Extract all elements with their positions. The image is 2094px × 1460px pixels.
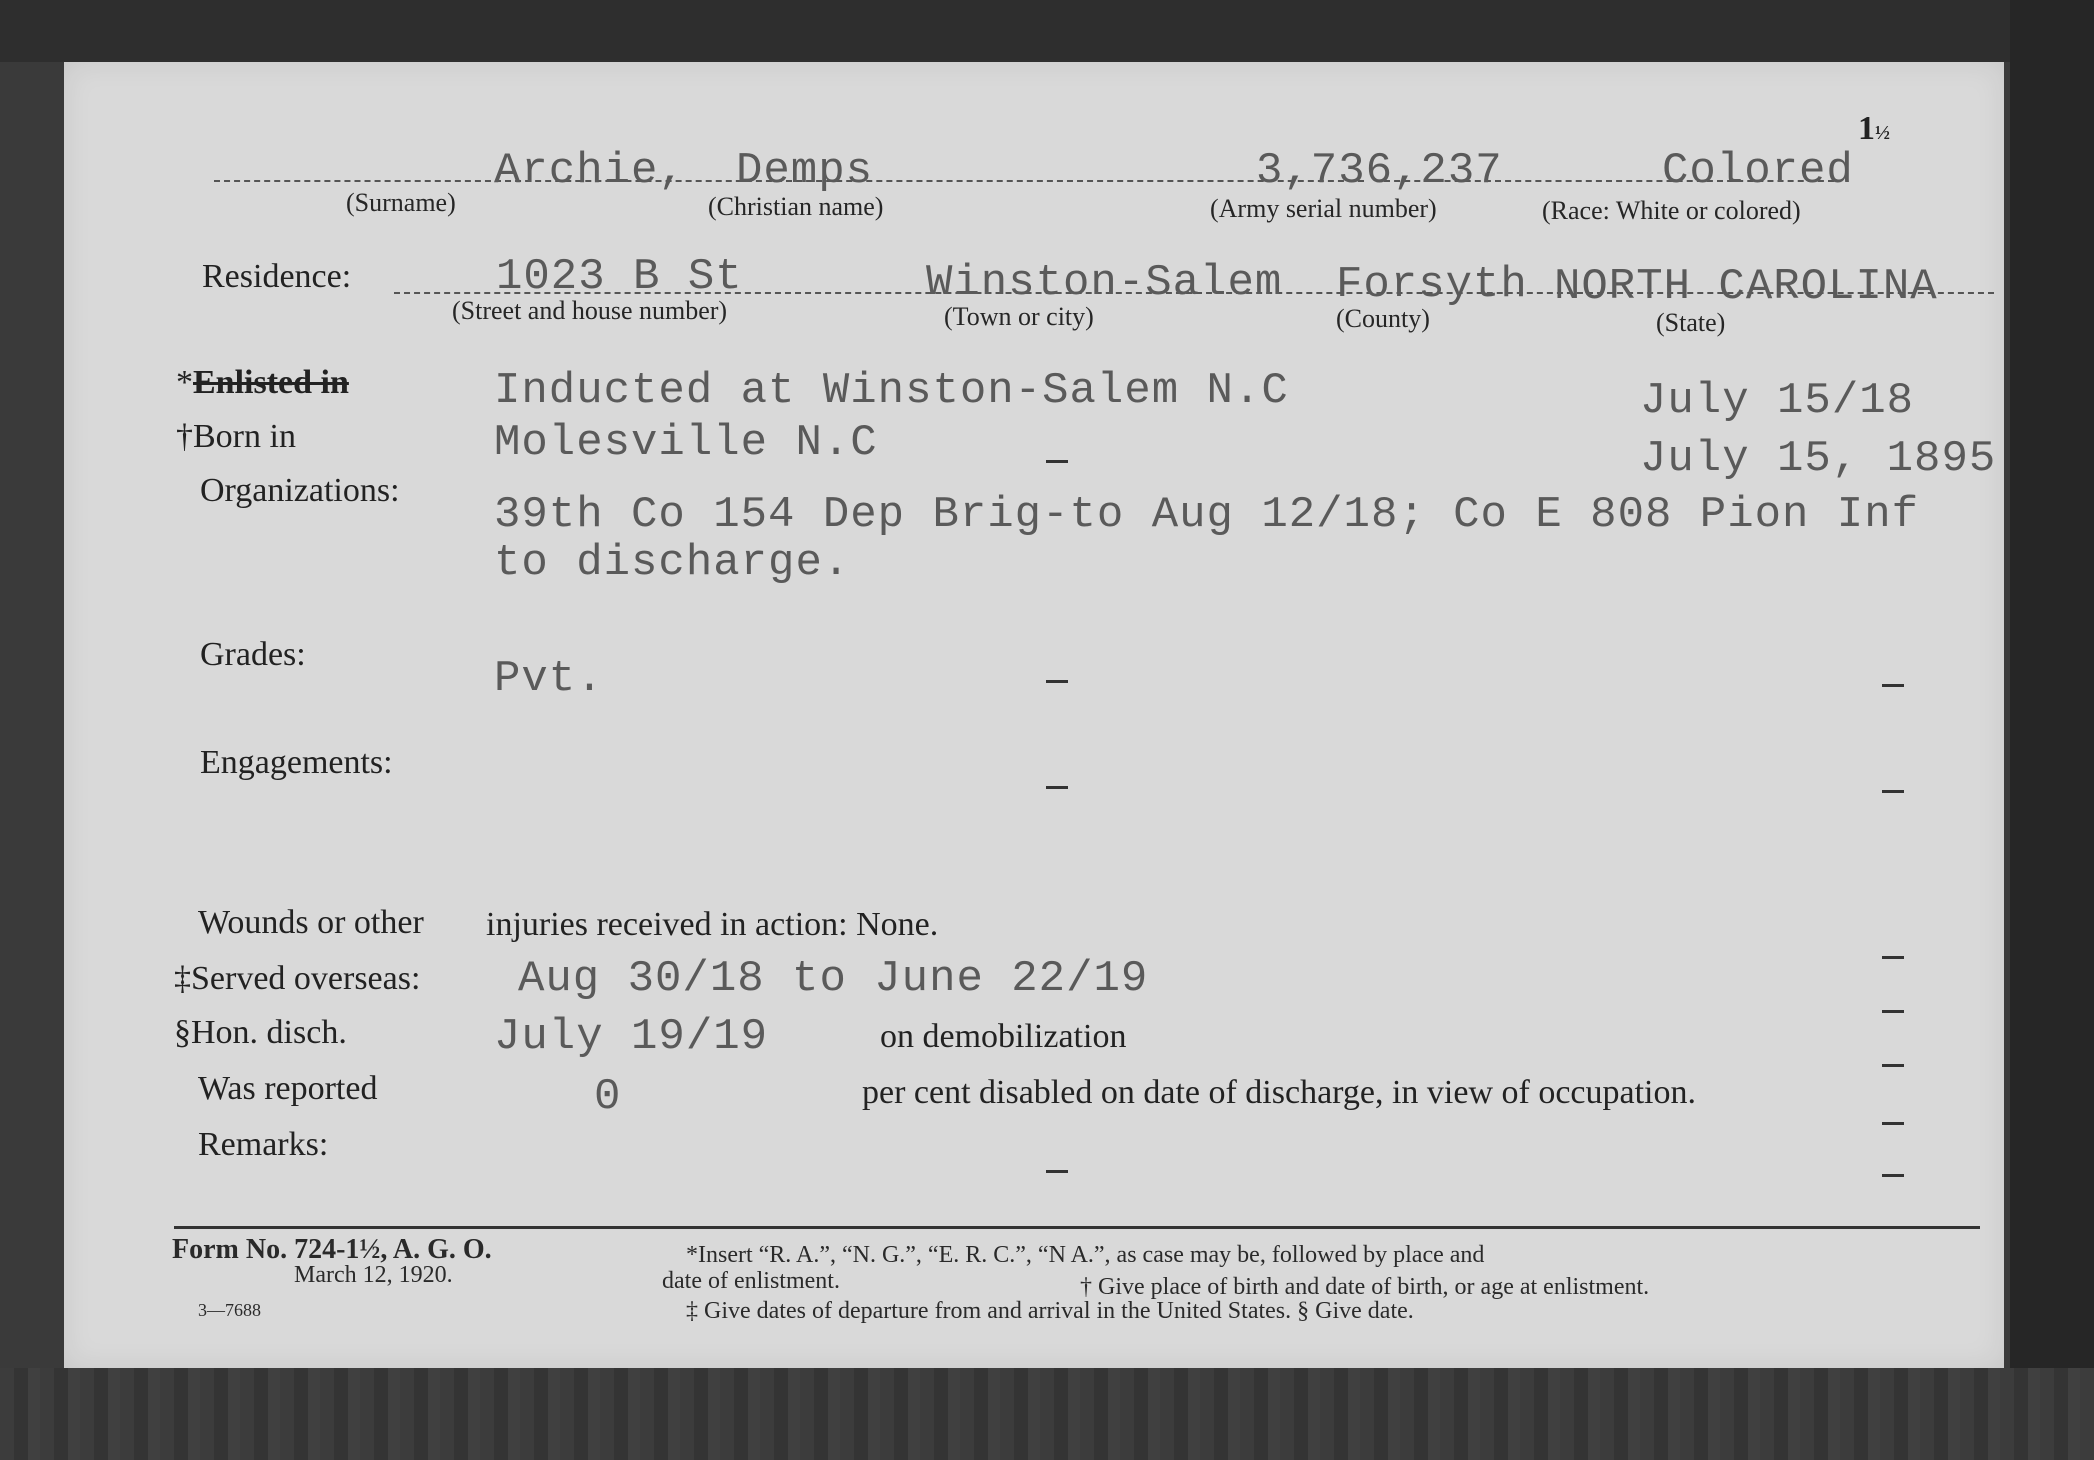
street-label: (Street and house number)	[452, 296, 728, 325]
born-date: July 15, 1895	[1640, 434, 1997, 484]
page-mark	[1858, 110, 1890, 148]
wounds-label: Wounds or other	[198, 904, 424, 941]
disabled-text: per cent disabled on date of discharge, in view of occupation.	[862, 1074, 1696, 1111]
organizations-line-1: 39th Co 154 Dep Brig-to Aug 12/18; Co E 808 Pion Inf	[494, 490, 1920, 540]
town-label: (Town or city)	[944, 302, 1094, 331]
enlisted-label	[176, 364, 349, 402]
wounds-text-label: injuries received in action:	[486, 906, 848, 943]
enlisted-footnote-mark: *	[176, 364, 193, 401]
christian-name-label: (Christian name)	[708, 192, 884, 221]
hon-label-text: Hon. disch.	[191, 1014, 347, 1051]
footnote-line-2b: † Give place of birth and date of birth, or age at enlistment.	[1080, 1274, 1650, 1300]
county-value: Forsyth	[1336, 260, 1528, 310]
serial-number-value: 3,736,237	[1256, 146, 1503, 196]
serial-number-label: (Army serial number)	[1210, 194, 1437, 223]
service-record-card	[64, 62, 2004, 1368]
wounds-dash	[1882, 956, 1904, 959]
footnote-line-1: *Insert “R. A.”, “N. G.”, “E. R. C.”, “N A.”, as case may be, followed by place and	[686, 1242, 1485, 1268]
served-overseas-value: Aug 30/18 to June 22/19	[518, 954, 1149, 1004]
organizations-label: Organizations:	[200, 472, 400, 509]
engagements-label: Engagements:	[200, 744, 393, 781]
remarks-dash-1	[1046, 1170, 1068, 1173]
born-label-text: Born in	[193, 418, 296, 455]
remarks-dash-2	[1882, 1174, 1904, 1177]
state-value: NORTH CAROLINA	[1554, 262, 1938, 312]
wounds-text	[486, 906, 938, 944]
form-date: March 12, 1920.	[294, 1262, 453, 1288]
born-value: Molesville N.C	[494, 418, 878, 468]
disabled-percent-value: 0	[594, 1072, 622, 1122]
grades-value: Pvt.	[494, 654, 604, 704]
surname-value: Archie,	[494, 146, 686, 196]
reported-dash	[1882, 1122, 1904, 1125]
wounds-value: None.	[856, 906, 939, 943]
county-label: (County)	[1336, 304, 1430, 333]
surname-label: (Surname)	[346, 188, 456, 217]
hon-footnote-mark: §	[174, 1014, 191, 1051]
scan-background-top	[0, 0, 2094, 62]
hon-dash	[1882, 1064, 1904, 1067]
born-dash	[1046, 460, 1068, 463]
served-overseas-label	[174, 960, 420, 998]
enlisted-date: July 15/18	[1640, 376, 1915, 426]
town-value: Winston-Salem	[926, 258, 1283, 308]
grades-label: Grades:	[200, 636, 306, 673]
born-footnote-mark: †	[176, 418, 193, 455]
residence-label: Residence:	[202, 258, 352, 295]
served-dash	[1882, 1010, 1904, 1013]
scan-background-right	[2010, 0, 2094, 1460]
engagements-dash-1	[1046, 786, 1068, 789]
race-label: (Race: White or colored)	[1542, 196, 1801, 225]
born-label	[176, 418, 296, 456]
served-label-text: Served overseas:	[191, 960, 421, 997]
grades-dash-2	[1882, 684, 1904, 687]
form-number: Form No. 724-1½, A. G. O.	[172, 1234, 492, 1265]
remarks-label: Remarks:	[198, 1126, 329, 1163]
organizations-line-2: to discharge.	[494, 538, 851, 588]
scan-background-bottom	[0, 1368, 2094, 1460]
hon-disch-value: July 19/19	[494, 1012, 769, 1062]
grades-dash-1	[1046, 680, 1068, 683]
was-reported-label: Was reported	[198, 1070, 378, 1107]
street-value: 1023 B St	[496, 252, 743, 302]
served-footnote-mark: ‡	[174, 960, 191, 997]
christian-name-value: Demps	[736, 146, 874, 196]
page-mark-fraction: ½	[1875, 122, 1890, 144]
enlisted-label-text: Enlisted in	[193, 364, 349, 401]
race-value: Colored	[1662, 146, 1854, 196]
footer-rule	[174, 1226, 1980, 1229]
page-mark-number: 1	[1858, 110, 1875, 147]
enlisted-value: Inducted at Winston-Salem N.C	[494, 366, 1289, 416]
footnote-line-3: ‡ Give dates of departure from and arrival in the United States. § Give date.	[686, 1298, 1414, 1324]
hon-disch-label	[174, 1014, 347, 1052]
engagements-dash-2	[1882, 790, 1904, 793]
state-label: (State)	[1656, 308, 1726, 337]
demobilization-text: on demobilization	[880, 1018, 1127, 1055]
footnote-line-2a: date of enlistment.	[662, 1268, 840, 1294]
form-code: 3—7688	[198, 1300, 261, 1320]
